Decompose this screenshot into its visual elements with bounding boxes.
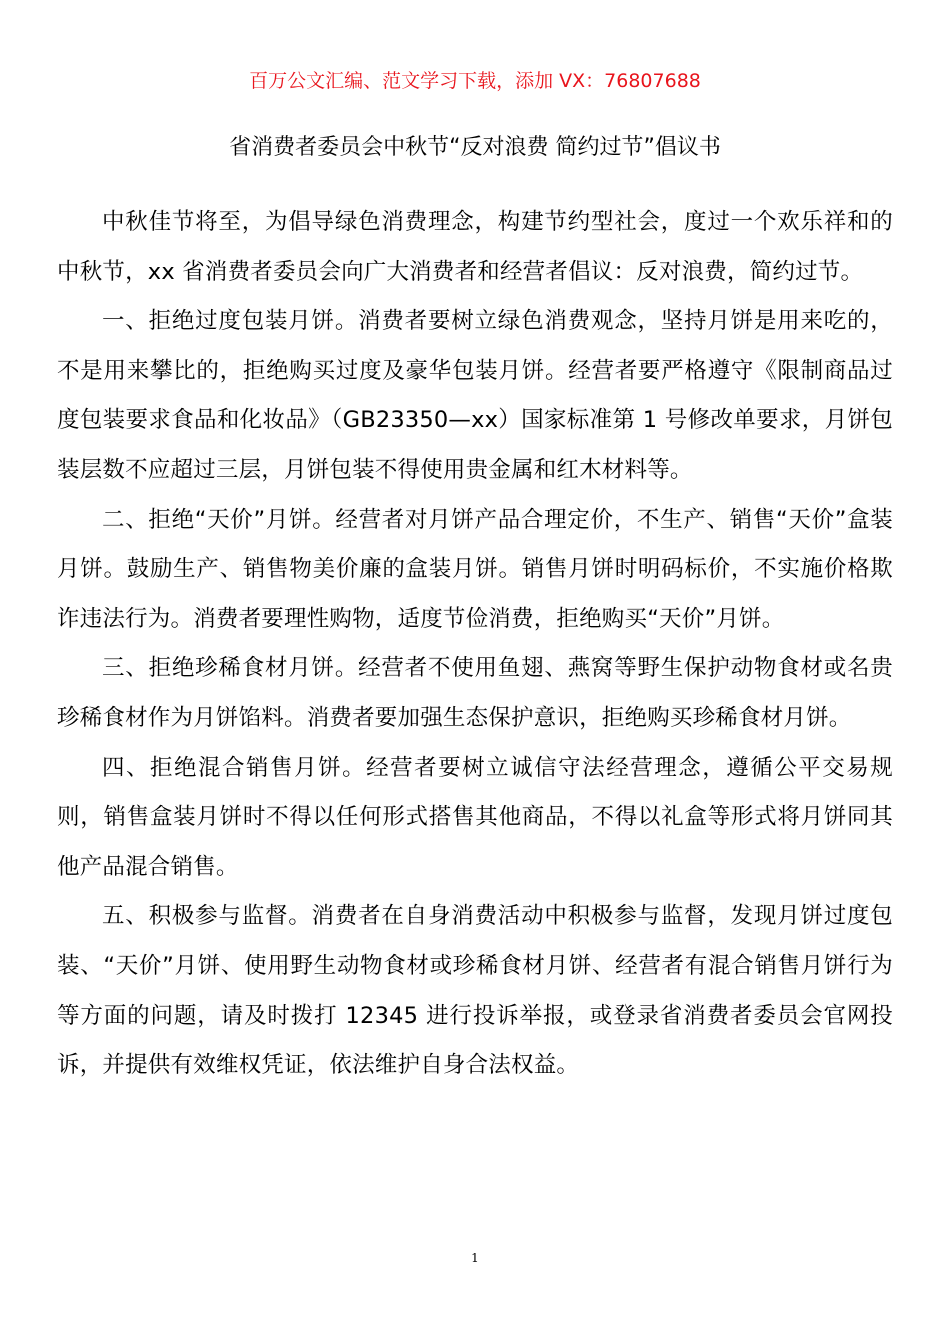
paragraph-item-4: 四、拒绝混合销售月饼。经营者要树立诚信守法经营理念，遵循公平交易规则，销售盒装月饼时不得以任何形式搭售其他商品，不得以礼盒等形式将月饼同其他产品混合销售。: [57, 754, 893, 880]
paragraph-item-3: 三、拒绝珍稀食材月饼。经营者不使用鱼翅、燕窝等野生保护动物食材或名贵珍稀食材作为月饼馅料。消费者要加强生态保护意识，拒绝购买珍稀食材月饼。: [57, 655, 893, 731]
promo-banner: 百万公文汇编、范文学习下载，添加 VX：76807688: [249, 70, 701, 92]
paragraph-item-2: 二、拒绝“天价”月饼。经营者对月饼产品合理定价，不生产、销售“天价”盒装月饼。鼓励生产、销售物美价廉的盒装月饼。销售月饼时明码标价，不实施价格欺诈违法行为。消费者要理性购物，适度节俭消费，拒绝购买“天价”月饼。: [57, 506, 893, 632]
document-body: [57, 198, 893, 1091]
paragraph-item-1: 一、拒绝过度包装月饼。消费者要树立绿色消费观念，坚持月饼是用来吃的，不是用来攀比的，拒绝购买过度及豪华包装月饼。经营者要严格遵守《限制商品过度包装要求食品和化妆品》（GB23350—xx）国家标准第 1 号修改单要求，月饼包装层数不应超过三层，月饼包装不得使用贵金属和红木材料等。: [57, 308, 893, 483]
intro-paragraph: 中秋佳节将至，为倡导绿色消费理念，构建节约型社会，度过一个欢乐祥和的中秋节，xx 省消费者委员会向广大消费者和经营者倡议：反对浪费，简约过节。: [57, 209, 893, 285]
paragraph-item-5: 五、积极参与监督。消费者在自身消费活动中积极参与监督，发现月饼过度包装、“天价”月饼、使用野生动物食材或珍稀食材月饼、经营者有混合销售月饼行为等方面的问题，请及时拨打 12345 进行投诉举报，或登录省消费者委员会官网投诉，并提供有效维权凭证，依法维护自身合法权益。: [57, 903, 893, 1079]
page-number: 1: [471, 1251, 479, 1265]
document-title: 省消费者委员会中秋节“反对浪费 简约过节”倡议书: [229, 135, 721, 160]
